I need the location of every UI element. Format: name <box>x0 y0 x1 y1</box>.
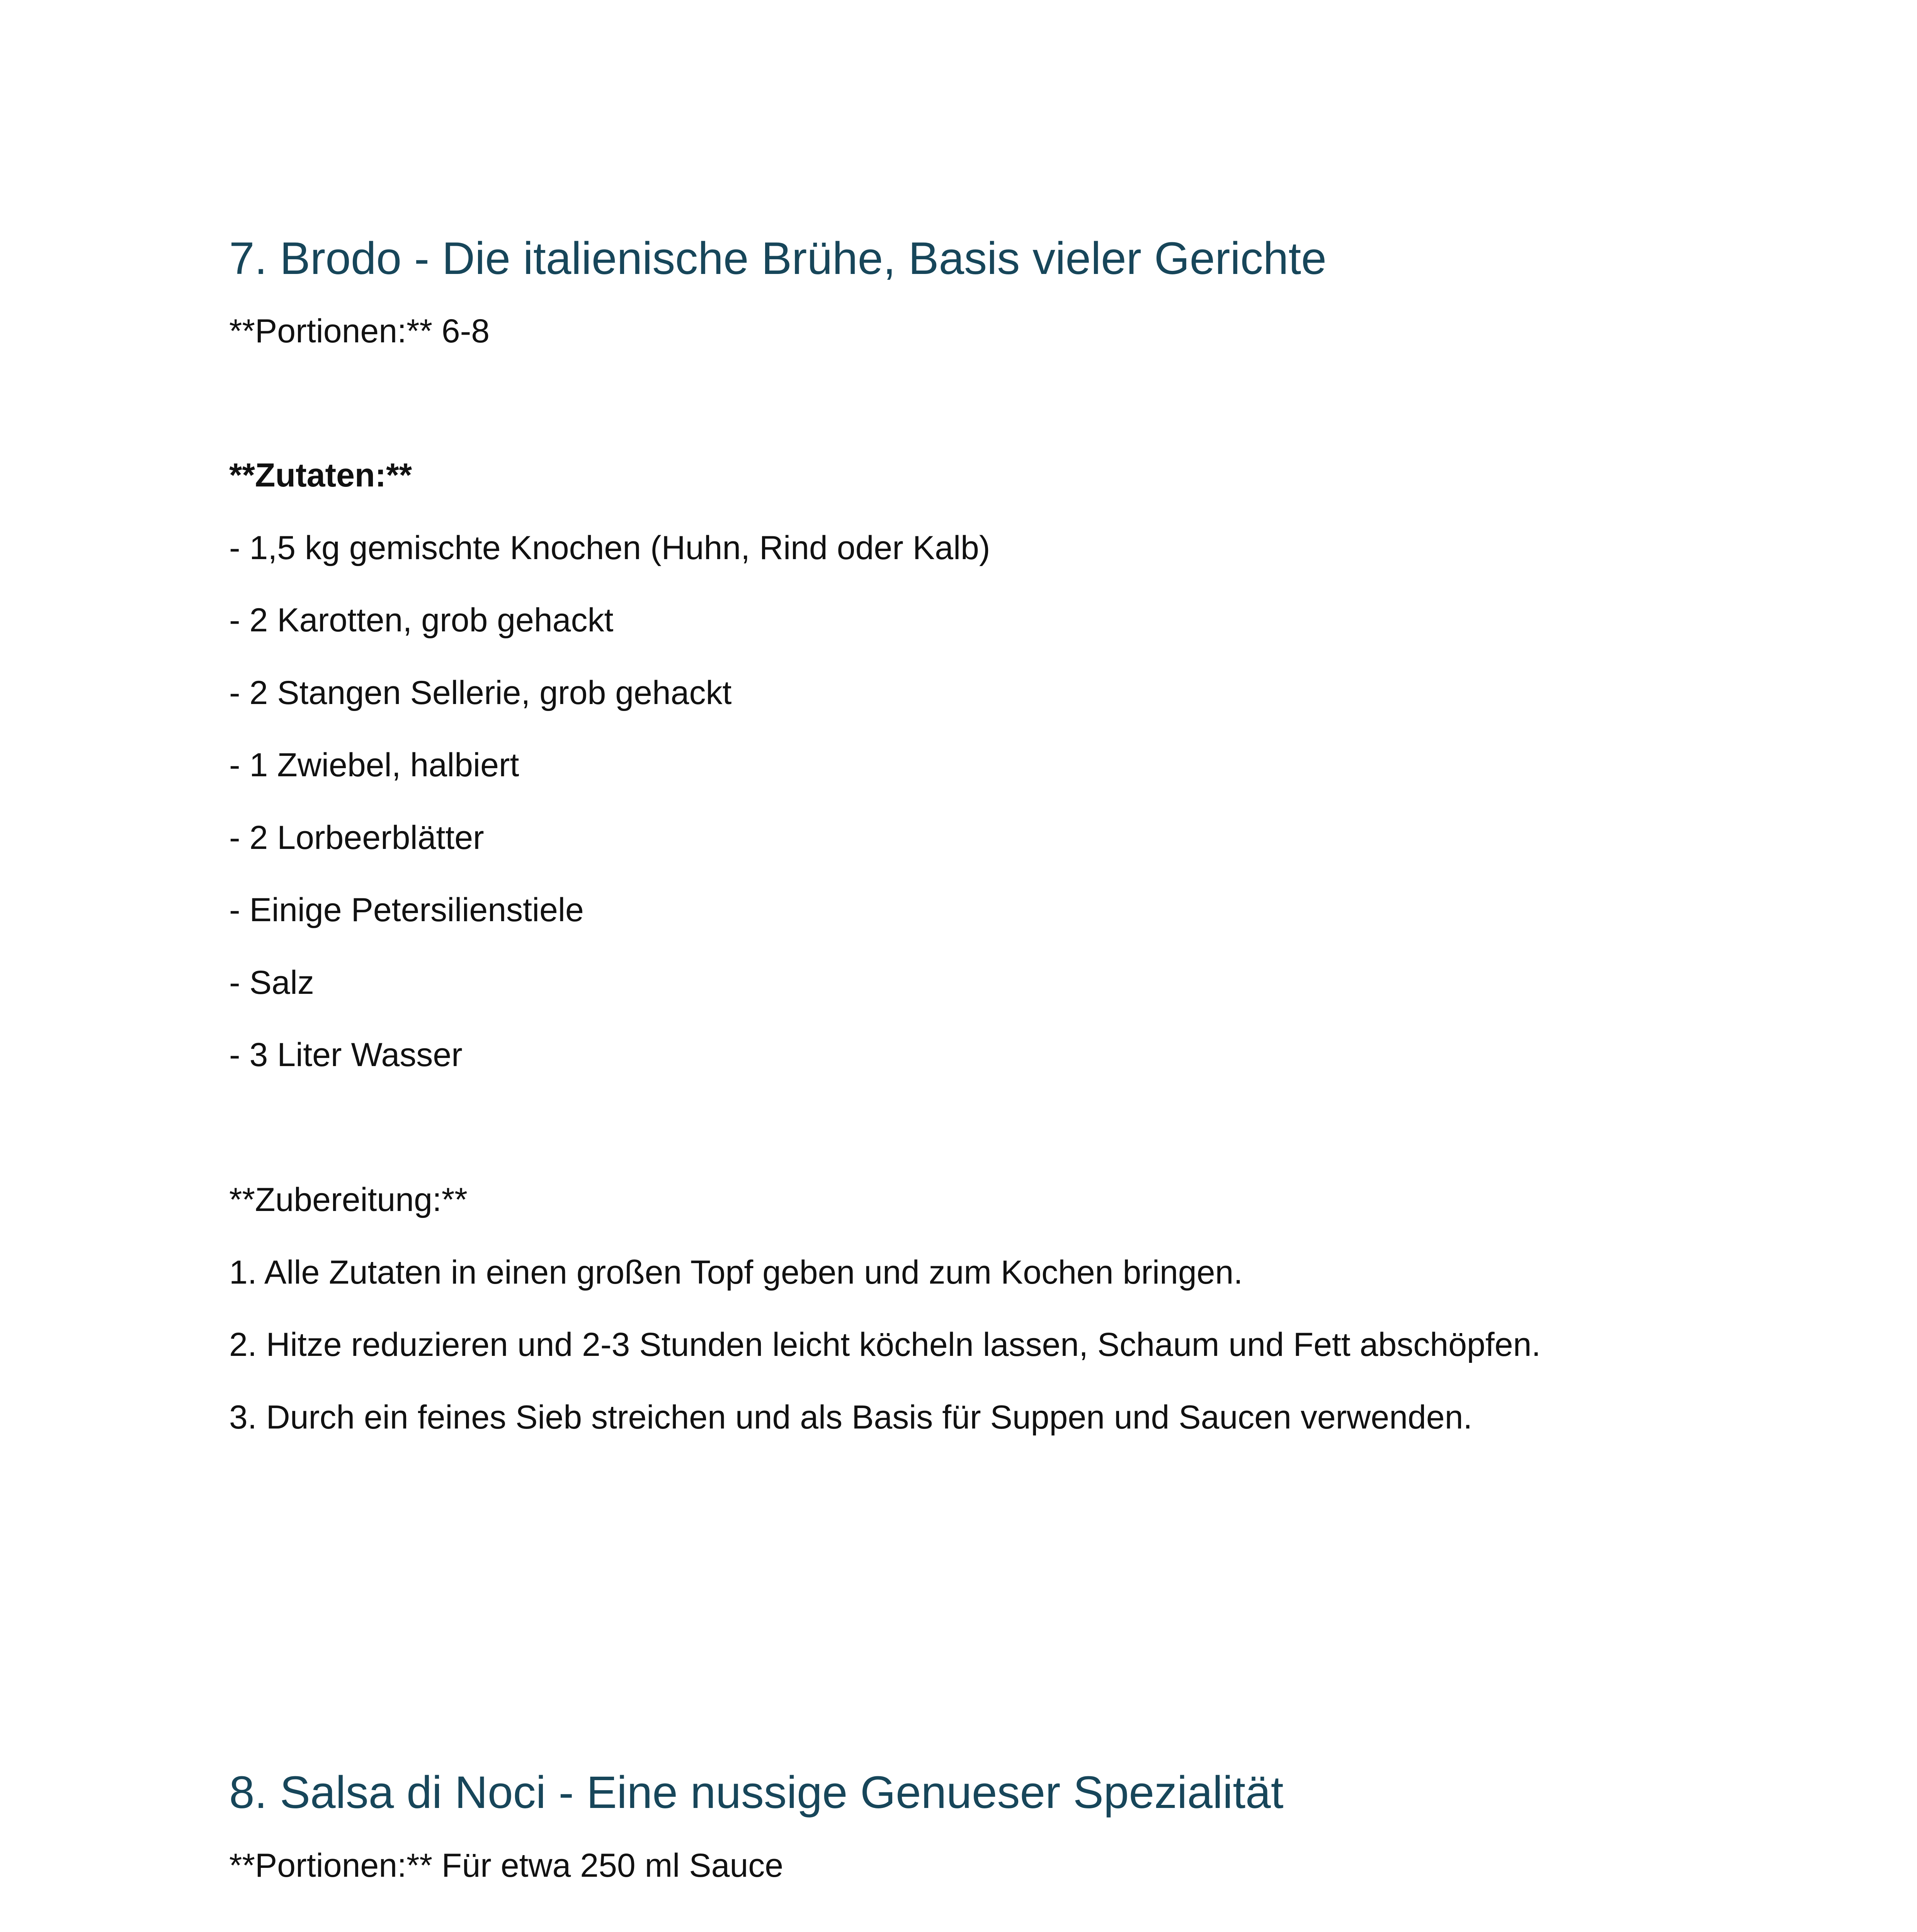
preparation-heading: **Zubereitung:** <box>229 1181 468 1218</box>
ingredient-item: - 3 Liter Wasser <box>229 1036 463 1073</box>
preparation-step: 1. Alle Zutaten in einen großen Topf geben und zum Kochen bringen. <box>229 1254 1243 1291</box>
ingredient-item: - 2 Karotten, grob gehackt <box>229 602 614 639</box>
servings-line: **Portionen:** 6-8 <box>229 313 490 350</box>
ingredient-item: - 2 Stangen Sellerie, grob gehackt <box>229 674 732 711</box>
ingredients-heading: **Zutaten:** <box>229 457 412 494</box>
preparation-step: 2. Hitze reduzieren und 2-3 Stunden leicht köcheln lassen, Schaum und Fett abschöpfen. <box>229 1326 1541 1363</box>
ingredient-item: - 1,5 kg gemischte Knochen (Huhn, Rind oder Kalb) <box>229 529 990 566</box>
recipe-title: 8. Salsa di Noci - Eine nussige Genueser Spezialität <box>229 1767 1284 1818</box>
ingredient-item: - 2 Lorbeerblätter <box>229 819 484 856</box>
servings-line: **Portionen:** Für etwa 250 ml Sauce <box>229 1847 784 1884</box>
ingredient-item: - Salz <box>229 964 314 1001</box>
ingredient-item: - Einige Petersilienstiele <box>229 891 584 929</box>
preparation-step: 3. Durch ein feines Sieb streichen und als Basis für Suppen und Saucen verwenden. <box>229 1399 1473 1436</box>
recipe-title: 7. Brodo - Die italienische Brühe, Basis vieler Gerichte <box>229 233 1327 284</box>
ingredient-item: - 1 Zwiebel, halbiert <box>229 747 519 784</box>
